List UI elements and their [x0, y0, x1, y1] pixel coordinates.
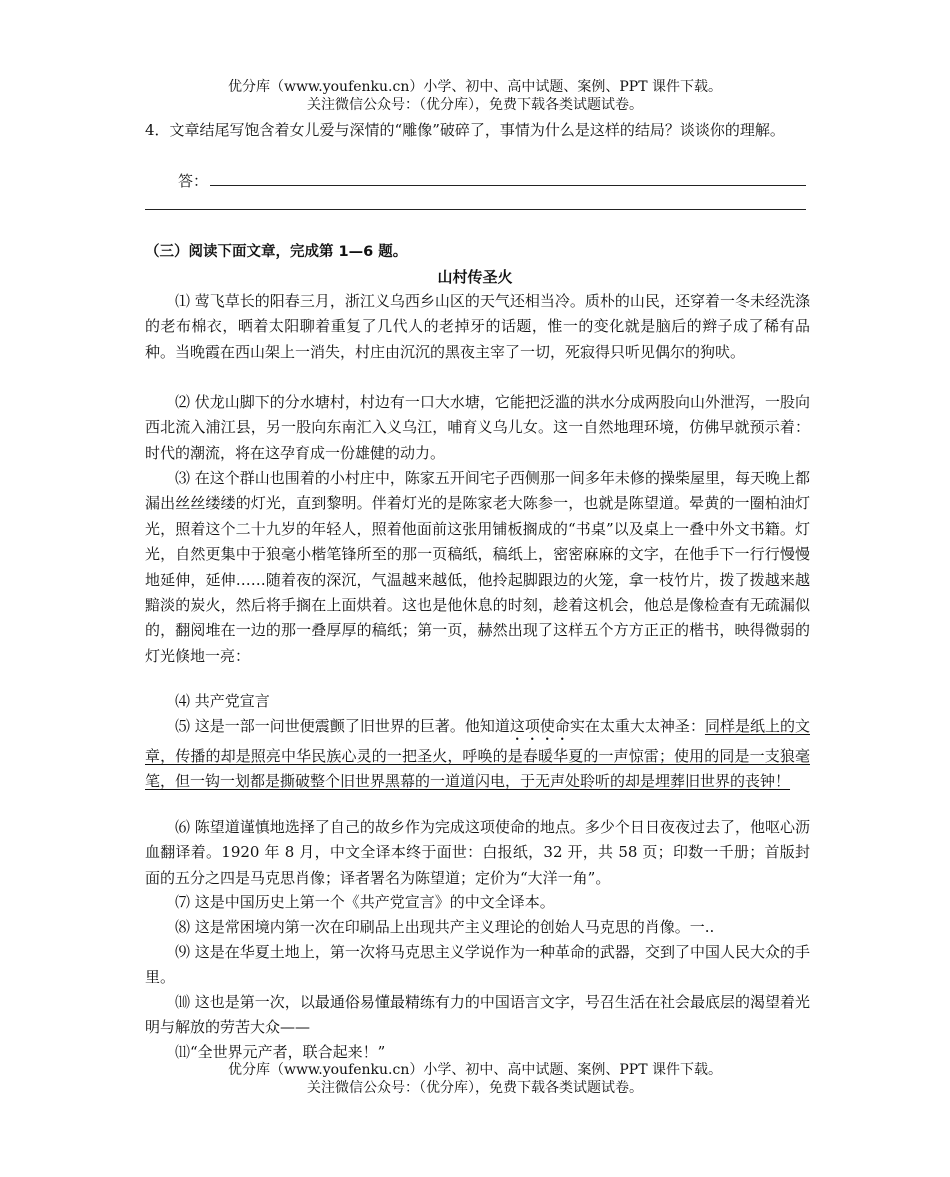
paragraph-2: ⑵ 伏龙山脚下的分水塘村，村边有一口大水塘，它能把泛滥的洪水分成两股向山外泄泻，一股向西北流入浦江县，另一股向东南汇入义乌江，哺育义乌儿女。这一自然地理环境，仿佛早就预示着：时代的潮流，将在这孕育成一份雄健的动力。 [145, 393, 810, 462]
paragraph-5-underlined: 同样是纸上的文章，传播的却是照亮中华民族心灵的一把圣火，呼唤的是春暖华夏的一声惊雷；使用的同是一支狼毫笔，但一钩一划都是撕破整个旧世界黑幕的一道道闪电，于无声处聆听的却是埋葬旧世界的丧钟！ [145, 717, 810, 791]
paragraph-9: ⑼ 这是在华夏土地上，第一次将马克思主义学说作为一种革命的武器，交到了中国人民大众的手里。 [145, 943, 810, 987]
paragraph-7: ⑺ 这是中国历史上第一个《共产党宣言》的中文全译本。 [175, 893, 555, 911]
article-title: 山村传圣火 [437, 268, 513, 286]
header-line-1: 优分库（www.youfenku.cn）小学、初中、高中试题、案例、PPT 课件下载。 [227, 79, 722, 95]
paragraph-5-middle: 实在太重大太神圣： [569, 717, 705, 735]
answer-line-1[interactable] [210, 185, 806, 186]
paragraph-11: ⑾“全世界元产者，联合起来！” [175, 1043, 386, 1061]
paragraph-10: ⑽ 这也是第一次，以最通俗易懂最精练有力的中国语言文字，号召生活在社会最底层的渴望着光明与解放的劳苦大众—— [145, 993, 810, 1037]
paragraph-5-dotted-phrase: 这项使命 [509, 717, 570, 735]
answer-line-2[interactable] [145, 209, 806, 210]
answer-label: 答： [178, 172, 209, 190]
paragraph-4: ⑷ 共产党宣言 [175, 692, 270, 710]
question-4: 4．文章结尾写饱含着女儿爱与深情的“雕像”破碎了，事情为什么是这样的结局？谈谈你的理解。 [145, 121, 785, 139]
paragraph-6: ⑹ 陈望道谨慎地选择了自己的故乡作为完成这项使命的地点。多少个日日夜夜过去了，他呕心沥血翻译着。1920 年 8 月，中文全译本终于面世：白报纸，32 开，共 58 页；印数一千册；首版封面的五分之四是马克思肖像；译者署名为陈望道；定价为“大洋一角”。 [145, 818, 810, 887]
paragraph-5-intro: ⑸ 这是一部一问世便震颤了旧世界的巨著。他知道 [175, 717, 510, 735]
section-heading: （三）阅读下面文章，完成第 1—6 题。 [145, 244, 408, 260]
header-line-2: 关注微信公众号：（优分库），免费下载各类试题试卷。 [307, 97, 643, 113]
footer-line-1: 优分库（www.youfenku.cn）小学、初中、高中试题、案例、PPT 课件下载。 [227, 1062, 722, 1078]
paragraph-8: ⑻ 这是常困境内第一次在印刷品上出现共产主义理论的创始人马克思的肖像。一.. [175, 918, 715, 936]
paragraph-5 [145, 714, 810, 795]
paragraph-1: ⑴ 莺飞草长的阳春三月，浙江义乌西乡山区的天气还相当冷。质朴的山民，还穿着一冬未经洗涤的老布棉衣，晒着太阳聊着重复了几代人的老掉牙的话题，惟一的变化就是脑后的辫子成了稀有品种。当晚霞在西山架上一消失，村庄由沉沉的黑夜主宰了一切，死寂得只听见偶尔的狗吠。 [145, 292, 810, 361]
paragraph-3: ⑶ 在这个群山也围着的小村庄中，陈家五开间宅子西侧那一间多年未修的操柴屋里，每天晚上都漏出丝丝缕缕的灯光，直到黎明。伴着灯光的是陈家老大陈参一，也就是陈望道。晕黄的一圈柏油灯光，照着这个二十九岁的年轻人，照着他面前这张用铺板搁成的“书桌”以及桌上一叠中外文书籍。灯光，自然更集中于狼毫小楷笔锋所至的那一页稿纸，稿纸上，密密麻麻的文字，在他手下一行行慢慢地延伸，延伸……随着夜的深沉，气温越来越低，他拎起脚跟边的火笼，拿一枝竹片，拨了拨越来越黯淡的炭火，然后将手搁在上面烘着。这也是他休息的时刻，趁着这机会，他总是像检查有无疏漏似的，翻阅堆在一边的那一叠厚厚的稿纸；第一页，赫然出现了这样五个方方正正的楷书，映得微弱的灯光倏地一亮： [145, 469, 810, 665]
footer-line-2: 关注微信公众号：（优分库），免费下载各类试题试卷。 [307, 1080, 643, 1096]
